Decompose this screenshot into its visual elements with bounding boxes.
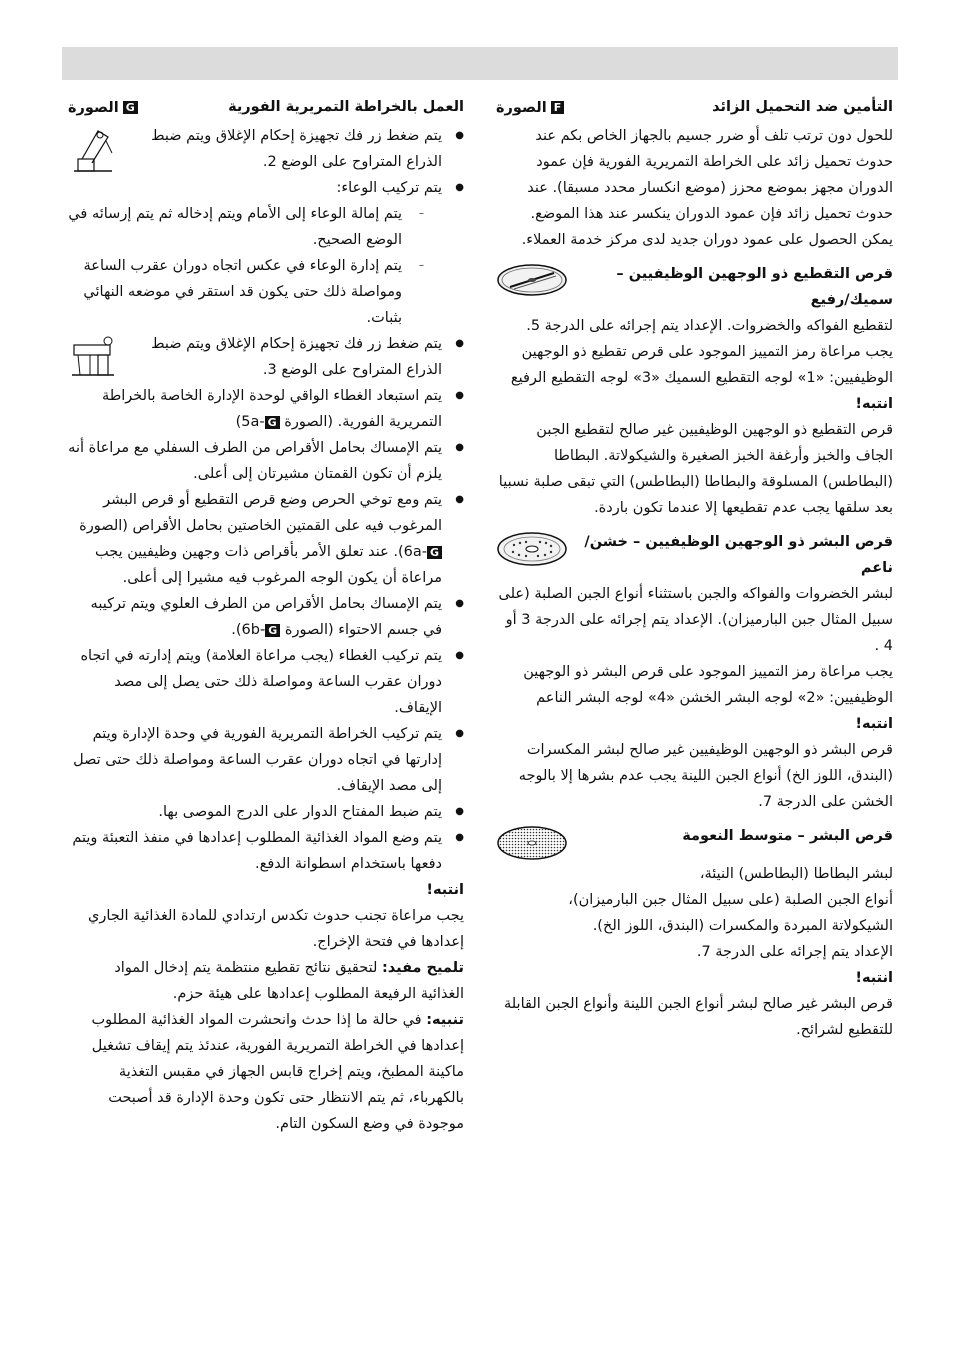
- grating-p2: يجب مراعاة رمز التمييز الموجود على قرص البشر ذو الوجهين الوظيفيين: «2» لوجه البشر الخشن «4» لوجه البشر الناعم: [523, 663, 893, 706]
- slicing-p2: يجب مراعاة رمز التمييز الموجود على قرص تقطيع ذو الوجهين الوظيفيين: «1» لوجه التقطيع السميك «3» لوجه التقطيع الرفيع: [510, 343, 893, 386]
- step-8: ● يتم تركيب الغطاء (يجب مراعاة العلامة) ويتم إدارته في اتجاه دوران عقرب الساعة ومواصلة ذلك حتى يصل إلى مصد الإيقاف.: [68, 643, 464, 721]
- medium-grater-heading: [496, 823, 893, 861]
- medium-grater-warning-label: انتبه!: [855, 969, 893, 986]
- step-10: ● يتم ضبط المفتاح الدوار على الدرج الموصى بها.: [68, 799, 464, 825]
- figure-ref-g-6b: G: [265, 624, 280, 637]
- step-5: ● يتم الإمساك بحامل الأقراص من الطرف السفلي مع مراعاة أنه يلزم أن تكون القمتان مشيرتان إلى أعلى.: [68, 435, 464, 487]
- figure-f-box: F: [551, 101, 565, 114]
- slicing-disc-heading: [496, 261, 893, 313]
- operation-warning-label: انتبه!: [426, 881, 464, 898]
- grating-disc-title: قرص البشر ذو الوجهين الوظيفيين – خشن/ناعم: [584, 533, 893, 576]
- mixer-arm-lowered-icon: [68, 331, 118, 379]
- grating-p3: قرص البشر ذو الوجهين الوظيفيين غير صالح لبشر المكسرات (البندق، اللوز الخ) أنواع الجبن اللينة يجب عدم بشرها إلا بالوجه الخشن على الدرجة 7.: [518, 741, 893, 810]
- medium-grater-p2: أنواع الجبن الصلبة (على سبيل المثال جبن البارميزان)،: [568, 891, 893, 908]
- note-label: تنبيه:: [426, 1011, 464, 1028]
- figure-ref-g-5a: G: [265, 416, 280, 429]
- left-column: [68, 94, 464, 1137]
- medium-grater-title: قرص البشر – متوسط النعومة: [682, 827, 893, 844]
- operation-heading-row: [68, 94, 464, 121]
- right-column: [496, 94, 893, 1043]
- medium-grater-p5: قرص البشر غير صالح لبشر أنواع الجبن اللينة وأنواع الجبن القابلة للتقطيع لشرائح.: [503, 995, 893, 1038]
- slicing-disc-icon: [496, 263, 568, 297]
- substep-1: – يتم إمالة الوعاء إلى الأمام ويتم إدخاله ثم يتم إرسائه في الوضع الصحيح.: [68, 201, 442, 253]
- bowl-substeps: [68, 201, 442, 331]
- note-paragraph: تنبيه: في حالة ما إذا حدث وانحشرت المواد الغذائية المطلوب إعدادها في الخراطة التمريرية الفورية، عندئذ يتم إيقاف تشغيل ماكينة المطبخ، ويتم إخراج قابس الجهاز في مقبس التغذية بالكهرباء، ثم يتم الانتظار حتى تكون وحدة الإدارة قد أصبحت موجودة في وضع السكون التام.: [91, 1011, 464, 1132]
- operation-warning-text: يجب مراعاة تجنب حدوث تكدس ارتدادي للمادة الغذائية الجاري إعدادها في فتحة الإخراج.: [88, 907, 464, 950]
- substep-2: – يتم إدارة الوعاء في عكس اتجاه دوران عقرب الساعة ومواصلة ذلك حتى يكون قد استقر في موضعه النهائي بثبات.: [68, 253, 442, 331]
- grating-disc-icon: [496, 531, 568, 567]
- step-6: ● يتم ومع توخي الحرص وضع قرص التقطيع أو قرص البشر المرغوب فيه على القمتين الخاصتين بحامل الأقراص (الصورة G-6a). عند تعلق الأمر بأقراص ذات وجهين وظيفيين يجب مراعاة أن يكون الوجه المرغوب فيه مشيرا إلى أعلى.: [68, 487, 464, 591]
- slicing-disc-title: قرص التقطيع ذو الوجهين الوظيفيين – سميك/رفيع: [616, 265, 893, 308]
- step-1: ● يتم ضغط زر فك تجهيزة إحكام الإغلاق ويتم ضبط الذراع المتراوح على الوضع 2.: [68, 123, 464, 175]
- operation-title: العمل بالخراطة التمريرية الفورية: [228, 99, 464, 115]
- overload-heading-row: [496, 94, 893, 121]
- step-9: ● يتم تركيب الخراطة التمريرية الفورية في وحدة الإدارة ويتم إدارتها في اتجاه دوران عقرب الساعة ومواصلة ذلك حتى تصل إلى مصد الإيقاف.: [68, 721, 464, 799]
- medium-grater-p3: الشيكولاتة المبردة والمكسرات (البندق، اللوز الخ).: [592, 917, 893, 934]
- step-2: ● يتم تركيب الوعاء: – يتم إمالة الوعاء إلى الأمام ويتم إدخاله ثم يتم إرسائه في الوضع الصحيح. – يتم إدارة الوعاء في عكس اتجاه دوران عقرب الساعة ومواصلة ذلك حتى يكون قد استقر في موضعه النهائي بثبات.: [68, 175, 464, 331]
- step-3: ● يتم ضغط زر فك تجهيزة إحكام الإغلاق ويتم ضبط الذراع المتراوح على الوضع 3.: [68, 331, 464, 383]
- step-7: ● يتم الإمساك بحامل الأقراص من الطرف العلوي ويتم تركيبه في جسم الاحتواء (الصورة G-6b).: [68, 591, 464, 643]
- tip-paragraph: تلميح مفيد: لتحقيق نتائج تقطيع منتظمة يتم إدخال المواد الغذائية الرفيعة المطلوب إعدادها على هيئة حزم.: [114, 959, 464, 1002]
- steps-list: [68, 123, 464, 877]
- figure-g-label: G الصورة: [68, 95, 138, 121]
- medium-grater-p4: الإعداد يتم إجرائه على الدرجة 7.: [696, 943, 893, 960]
- medium-grater-p1: لبشر البطاطا (البطاطس) النيئة،: [699, 865, 893, 882]
- step-11: ● يتم وضع المواد الغذائية المطلوب إعدادها في منفذ التعبئة ويتم دفعها باستخدام اسطوانة الدفع.: [68, 825, 464, 877]
- grating-disc-heading: [496, 529, 893, 581]
- medium-grater-disc-icon: [496, 825, 568, 861]
- mixer-arm-raised-icon: [68, 123, 118, 175]
- step-4: ● يتم استبعاد الغطاء الواقي لوحدة الإدارة الخاصة بالخراطة التمريرية الفورية. (الصورة G-5a): [68, 383, 464, 435]
- slicing-p3: قرص التقطيع ذو الوجهين الوظيفيين غير صالح لتقطيع الجبن الجاف والخبز وأرغفة الخبز الصغيرة والشيكولاتة. البطاطا (البطاطس) المسلوقة والبطاطا (البطاطس) التي تبقى صلبة نسبيا بعد سلقها يجب عدم تقطيعها إلا عندما تكون باردة.: [498, 421, 893, 516]
- grating-warning-label: انتبه!: [855, 715, 893, 732]
- header-bar: [62, 47, 898, 80]
- figure-ref-g-6a: G: [427, 546, 442, 559]
- tip-label: تلميح مفيد:: [381, 959, 464, 976]
- grating-p1: لبشر الخضروات والفواكه والجبن باستثناء أنواع الجبن الصلبة (على سبيل المثال جبن البارميزان). الإعداد يتم إجرائه على الدرجة 3 أو 4 .: [498, 585, 893, 654]
- slicing-warning-label: انتبه!: [855, 395, 893, 412]
- figure-f-label: F الصورة: [496, 95, 564, 121]
- overload-text: للحول دون ترتب تلف أو ضرر جسيم بالجهاز الخاص بكم عند حدوث تحميل زائد على الخراطة التمريرية الفورية فإن عمود الدوران مجهز بموضع محزز (موضع انكسار محدد مسبقا). عند حدوث تحميل زائد فإن عمود الدوران ينكسر عند هذا الموضع. يمكن الحصول على عمود دوران جديد لدى مركز خدمة العملاء.: [521, 127, 893, 248]
- figure-g-box: G: [123, 101, 138, 114]
- overload-title: التأمين ضد التحميل الزائد: [712, 99, 893, 115]
- slicing-p1: لتقطيع الفواكه والخضروات. الإعداد يتم إجرائه على الدرجة 5.: [526, 317, 893, 334]
